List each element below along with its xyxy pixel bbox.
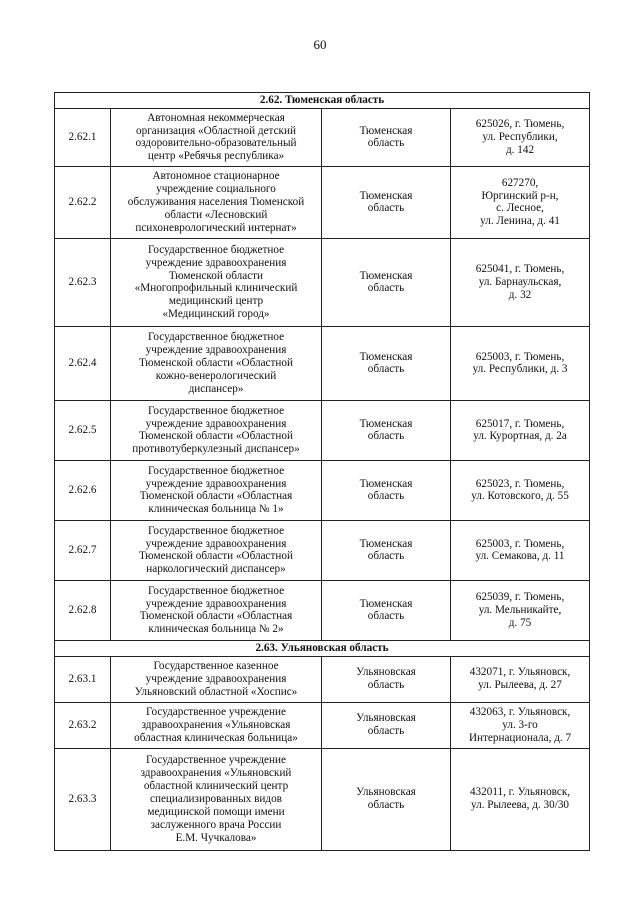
address-cell — [451, 702, 590, 748]
organization-name-line: Государственное учреждение — [146, 705, 286, 718]
organization-name-line: областная клиническая больница» — [134, 731, 298, 744]
row-number: 2.62.4 — [55, 326, 111, 400]
organization-name-line: Государственное бюджетное — [147, 331, 285, 344]
organization-name-line: Тюменской области «Областная — [139, 490, 293, 503]
organization-name-line: учреждение здравоохранения — [145, 537, 287, 550]
table-row — [55, 460, 590, 520]
region-cell — [322, 520, 451, 580]
region-line: область — [367, 679, 405, 692]
table-row — [55, 238, 590, 326]
section-title: 2.62. Тюменская область — [55, 93, 590, 109]
organization-name-cell — [111, 326, 322, 400]
organization-name-line: учреждение социального — [156, 183, 276, 195]
row-number: 2.63.1 — [55, 656, 111, 702]
organization-name-line: учреждение здравоохранения — [145, 256, 287, 269]
organization-name-line: учреждение здравоохранения — [145, 417, 287, 430]
address-line: ул. Рылеева, д. 27 — [478, 679, 562, 692]
table-row — [55, 400, 590, 460]
address-line: ул. Республики, д. 3 — [472, 363, 568, 376]
table-row — [55, 702, 590, 748]
organization-name-line: наркологический диспансер» — [146, 563, 286, 576]
row-number: 2.62.7 — [55, 520, 111, 580]
table-row — [55, 108, 590, 166]
row-number: 2.63.2 — [55, 702, 111, 748]
address-line: 432011, г. Ульяновск, — [469, 786, 571, 799]
organization-name-line: Тюменской области «Областная — [139, 610, 293, 623]
row-number: 2.62.3 — [55, 238, 111, 326]
table-row — [55, 656, 590, 702]
address-line: ул. Курортная, д. 2а — [473, 430, 567, 443]
address-line: ул. Ленина, д. 41 — [480, 215, 560, 228]
address-line: д. 142 — [505, 143, 535, 156]
address-cell — [451, 460, 590, 520]
region-cell — [322, 580, 451, 640]
organization-name-line: здравоохранения «Ульяновская — [141, 718, 291, 731]
organization-name-cell — [111, 748, 322, 850]
address-line: 432071, г. Ульяновск, — [469, 666, 571, 679]
organization-name-cell — [111, 580, 322, 640]
address-line: 625039, г. Тюмень, — [475, 591, 565, 603]
region-line: Тюменская — [359, 597, 413, 610]
address-cell — [451, 580, 590, 640]
organization-name-line: диспансер» — [188, 382, 244, 395]
organization-name-cell — [111, 238, 322, 326]
address-cell — [451, 238, 590, 326]
organization-name-line: Автономная некоммерческая — [147, 111, 285, 124]
organization-name-line: медицинский центр — [168, 295, 264, 308]
region-line: Тюменская — [359, 537, 413, 550]
address-cell — [451, 748, 590, 850]
region-cell — [322, 166, 451, 238]
region-line: область — [367, 430, 405, 443]
address-cell — [451, 656, 590, 702]
organizations-table — [54, 92, 590, 851]
region-line: область — [367, 363, 405, 376]
region-line: Тюменская — [359, 124, 413, 137]
organization-name-line: учреждение здравоохранения — [145, 597, 287, 610]
address-line: 625003, г. Тюмень, — [475, 537, 565, 550]
address-cell — [451, 326, 590, 400]
row-number: 2.62.5 — [55, 400, 111, 460]
region-line: Тюменская — [359, 189, 413, 202]
address-line: Юргинский р-н, — [481, 189, 559, 202]
organization-name-line: Автономное стационарное — [152, 170, 280, 183]
organization-name-line: Тюменской области «Областной — [139, 550, 293, 563]
organization-name-line: Государственное казенное — [153, 659, 279, 672]
organization-name-line: кожно-венерологический — [155, 369, 277, 382]
organization-name-line: здравоохранения «Ульяновский — [140, 767, 292, 779]
organization-name-cell — [111, 108, 322, 166]
region-line: область — [367, 202, 405, 215]
region-line: Тюменская — [359, 477, 413, 490]
address-line: ул. Мельникайте, — [478, 603, 562, 616]
address-cell — [451, 520, 590, 580]
region-line: Тюменская — [359, 417, 413, 430]
address-line: ул. Котовского, д. 55 — [471, 490, 569, 503]
region-cell — [322, 400, 451, 460]
address-line: 625023, г. Тюмень, — [475, 477, 565, 490]
organization-name-line: организация «Областной детский — [136, 124, 296, 137]
address-line: Интернационала, д. 7 — [468, 731, 572, 744]
region-cell — [322, 460, 451, 520]
address-cell — [451, 166, 590, 238]
organization-name-line: специализированных видов — [150, 792, 282, 805]
row-number: 2.62.8 — [55, 580, 111, 640]
table-row — [55, 748, 590, 850]
region-line: Ульяновская — [356, 666, 416, 679]
organization-name-cell — [111, 166, 322, 238]
region-line: область — [367, 550, 405, 563]
organization-name-line: «Многопрофильный клинический — [134, 282, 298, 295]
organization-name-line: учреждение здравоохранения — [145, 477, 287, 490]
address-line: ул. Республики, — [482, 130, 558, 143]
organization-name-line: оздоровительно-образовательный — [135, 137, 297, 150]
organization-name-line: психоневрологический интернат» — [135, 221, 297, 234]
region-line: область — [367, 282, 405, 295]
organization-name-line: областной клинический центр — [143, 779, 289, 792]
organization-name-line: области «Лесновский — [164, 208, 268, 221]
region-cell — [322, 748, 451, 850]
region-line: Ульяновская — [356, 786, 416, 799]
organization-name-line: противотуберкулезный диспансер» — [132, 443, 300, 456]
address-line: 625041, г. Тюмень, — [475, 263, 565, 275]
region-cell — [322, 656, 451, 702]
organization-name-cell — [111, 520, 322, 580]
organization-name-line: заслуженного врача России — [150, 818, 282, 831]
organization-name-line: Государственное бюджетное — [147, 464, 285, 477]
region-line: область — [367, 610, 405, 623]
row-number: 2.62.2 — [55, 166, 111, 238]
table-row — [55, 580, 590, 640]
page-number: 60 — [313, 37, 327, 52]
organization-name-line: учреждение здравоохранения — [145, 672, 287, 685]
section-header-row — [55, 93, 590, 109]
region-cell — [322, 702, 451, 748]
organization-name-line: Тюменской области «Областной — [139, 430, 293, 443]
organization-name-line: учреждение здравоохранения — [145, 344, 287, 356]
address-line: 432063, г. Ульяновск, — [469, 705, 571, 718]
row-number: 2.62.6 — [55, 460, 111, 520]
address-line: с. Лесное, — [496, 202, 544, 215]
address-line: д. 75 — [508, 616, 532, 629]
address-line: ул. 3-го — [502, 718, 538, 731]
address-line: ул. Рылеева, д. 30/30 — [471, 799, 570, 812]
region-line: Тюменская — [359, 350, 413, 363]
organization-name-line: медицинской помощи имени — [147, 805, 285, 818]
region-cell — [322, 238, 451, 326]
address-cell — [451, 400, 590, 460]
organization-name-line: Государственное учреждение — [146, 754, 286, 767]
organization-name-cell — [111, 656, 322, 702]
organization-name-cell — [111, 460, 322, 520]
region-line: Тюменская — [359, 269, 413, 282]
organization-name-cell — [111, 400, 322, 460]
address-line: д. 32 — [508, 288, 532, 301]
organization-name-line: обслуживания населения Тюменской — [127, 195, 305, 208]
organization-name-line: Тюменской области — [168, 269, 264, 282]
organization-name-line: Государственное бюджетное — [147, 404, 285, 417]
address-line: 625017, г. Тюмень, — [475, 417, 565, 430]
row-number: 2.62.1 — [55, 108, 111, 166]
region-line: область — [367, 799, 405, 812]
section-title: 2.63. Ульяновская область — [55, 640, 590, 656]
organization-name-line: Государственное бюджетное — [147, 524, 285, 537]
region-line: Ульяновская — [356, 712, 416, 725]
address-line: 625026, г. Тюмень, — [475, 118, 565, 130]
table-row — [55, 326, 590, 400]
organization-name-line: Государственное бюджетное — [147, 584, 285, 597]
organization-name-line: Тюменской области «Областной — [139, 356, 293, 369]
region-line: область — [367, 490, 405, 503]
address-line: 627270, — [501, 176, 539, 189]
address-line: ул. Барнаульская, — [478, 275, 562, 288]
organization-name-line: центр «Ребячья республика» — [147, 150, 285, 163]
region-line: область — [367, 725, 405, 738]
address-cell — [451, 108, 590, 166]
organization-name-line: клиническая больница № 1» — [148, 503, 284, 516]
organization-name-line: клиническая больница № 2» — [148, 623, 284, 636]
row-number: 2.63.3 — [55, 748, 111, 850]
organization-name-cell — [111, 702, 322, 748]
region-line: область — [367, 137, 405, 150]
organization-name-line: «Медицинский город» — [162, 308, 270, 321]
organization-name-line: Ульяновский областной «Хоспис» — [134, 685, 298, 698]
section-header-row — [55, 640, 590, 656]
address-line: 625003, г. Тюмень, — [475, 350, 565, 363]
table-row — [55, 166, 590, 238]
organization-name-line: Государственное бюджетное — [147, 243, 285, 256]
table-row — [55, 520, 590, 580]
region-cell — [322, 326, 451, 400]
organization-name-line: Е.М. Чучкалова» — [175, 831, 257, 844]
region-cell — [322, 108, 451, 166]
address-line: ул. Семакова, д. 11 — [475, 550, 565, 563]
